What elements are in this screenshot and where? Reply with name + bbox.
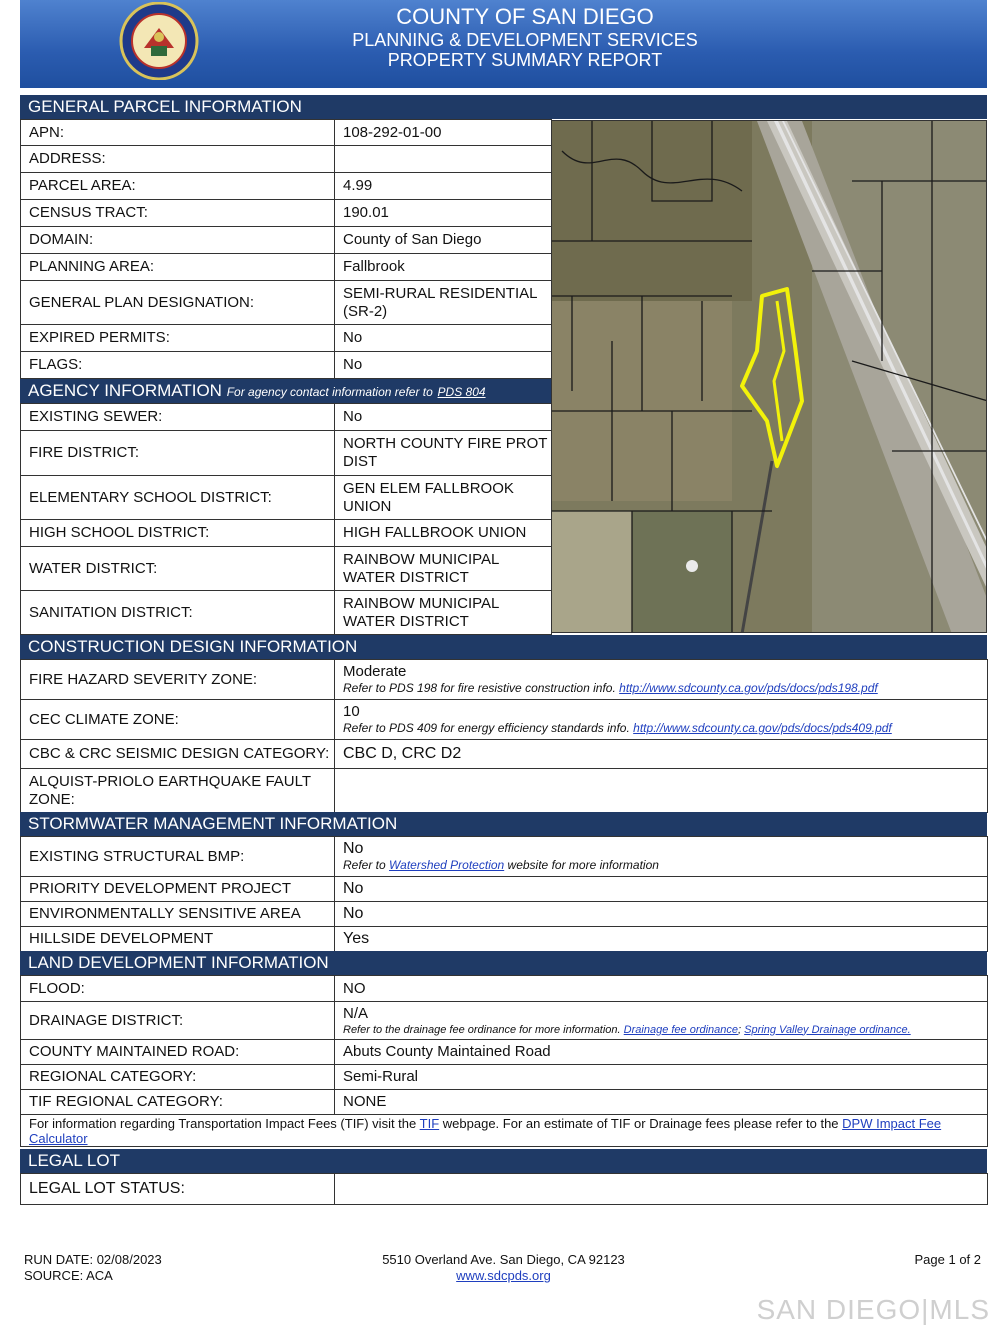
drainage-note: Refer to the drainage fee ordinance for more information. bbox=[343, 1023, 621, 1036]
table-row bbox=[21, 476, 552, 520]
row-value: Semi-Rural bbox=[335, 1065, 988, 1090]
cec-zone-note: Refer to PDS 409 for energy efficiency standards info. bbox=[343, 721, 630, 735]
report-title-county: COUNTY OF SAN DIEGO bbox=[396, 4, 654, 29]
row-label: SANITATION DISTRICT: bbox=[21, 591, 335, 635]
row-label: EXISTING STRUCTURAL BMP: bbox=[21, 837, 335, 877]
row-value: RAINBOW MUNICIPAL WATER DISTRICT bbox=[335, 547, 552, 591]
section-legal-lot bbox=[20, 1149, 987, 1173]
row-label: EXPIRED PERMITS: bbox=[21, 325, 335, 352]
fire-hazard-note: Refer to PDS 198 for fire resistive construction info. bbox=[343, 681, 616, 695]
table-row bbox=[21, 200, 552, 227]
table-row bbox=[21, 902, 988, 927]
report-title-department: PLANNING & DEVELOPMENT SERVICES bbox=[352, 30, 698, 50]
pds409-link[interactable]: http://www.sdcounty.ca.gov/pds/docs/pds409.pdf bbox=[633, 721, 892, 735]
table-row bbox=[21, 740, 988, 769]
row-value: 4.99 bbox=[335, 173, 552, 200]
row-label: LEGAL LOT STATUS: bbox=[21, 1174, 335, 1205]
row-value bbox=[335, 769, 988, 813]
section-construction bbox=[20, 635, 987, 659]
row-label: HIGH SCHOOL DISTRICT: bbox=[21, 520, 335, 547]
construction-table bbox=[20, 659, 988, 813]
spring-valley-drainage-link[interactable]: Spring Valley Drainage ordinance. bbox=[744, 1023, 911, 1036]
row-label: APN: bbox=[21, 120, 335, 146]
table-row bbox=[21, 352, 552, 379]
row-label: DRAINAGE DISTRICT: bbox=[21, 1002, 335, 1040]
tif-link[interactable]: TIF bbox=[419, 1115, 440, 1131]
agency-table bbox=[20, 403, 552, 635]
row-label: FLOOD: bbox=[21, 976, 335, 1002]
row-value: SEMI-RURAL RESIDENTIAL (SR-2) bbox=[335, 281, 552, 325]
row-label: HILLSIDE DEVELOPMENT bbox=[21, 927, 335, 952]
drainage-value: N/A bbox=[343, 1004, 369, 1022]
table-row bbox=[21, 1040, 988, 1065]
table-row bbox=[21, 431, 552, 476]
row-value: No bbox=[335, 877, 988, 902]
table-row bbox=[21, 1115, 988, 1147]
watershed-protection-link[interactable]: Watershed Protection bbox=[389, 858, 505, 872]
cec-zone-value: 10 bbox=[343, 703, 360, 720]
row-label: EXISTING SEWER: bbox=[21, 404, 335, 431]
table-row bbox=[21, 927, 988, 952]
row-value: Fallbrook bbox=[335, 254, 552, 281]
section-title: STORMWATER MANAGEMENT INFORMATION bbox=[28, 814, 398, 833]
table-row bbox=[21, 547, 552, 591]
table-row bbox=[21, 325, 552, 352]
bmp-note-prefix: Refer to bbox=[343, 858, 386, 872]
row-value: County of San Diego bbox=[335, 227, 552, 254]
report-banner bbox=[20, 0, 987, 88]
general-parcel-table bbox=[20, 119, 552, 379]
aerial-map-image bbox=[552, 121, 987, 633]
row-label: ALQUIST-PRIOLO EARTHQUAKE FAULT ZONE: bbox=[21, 769, 335, 813]
mls-watermark: SAN DIEGO|MLS bbox=[756, 1294, 990, 1325]
row-value: No bbox=[335, 404, 552, 431]
table-row bbox=[21, 837, 988, 877]
row-value: No bbox=[335, 902, 988, 927]
legal-lot-table bbox=[20, 1173, 988, 1205]
row-label: TIF REGIONAL CATEGORY: bbox=[21, 1090, 335, 1115]
row-value: CBC D, CRC D2 bbox=[335, 740, 988, 769]
table-row bbox=[21, 520, 552, 547]
row-label: PRIORITY DEVELOPMENT PROJECT bbox=[21, 877, 335, 902]
table-row bbox=[21, 660, 988, 700]
row-label: ADDRESS: bbox=[21, 146, 335, 173]
row-label: FIRE HAZARD SEVERITY ZONE: bbox=[21, 660, 335, 700]
aerial-parcel-map bbox=[551, 120, 987, 633]
table-row: DRAINAGE DISTRICT: N/A Refer to the drainage fee ordinance for more information. Drainage fee ordinance; Spring Valley Drainage ordinance. bbox=[21, 1002, 988, 1040]
footer-address: 5510 Overland Ave. San Diego, CA 92123 bbox=[382, 1252, 625, 1267]
table-row bbox=[21, 1090, 988, 1115]
row-value: NONE bbox=[335, 1090, 988, 1115]
tif-note-prefix: For information regarding Transportation Impact Fees (TIF) visit the bbox=[29, 1115, 417, 1131]
section-title: AGENCY INFORMATION bbox=[28, 381, 222, 400]
page-number: Page 1 of 2 bbox=[914, 1252, 981, 1267]
table-row bbox=[21, 591, 552, 635]
row-value bbox=[335, 146, 552, 173]
table-row bbox=[21, 281, 552, 325]
row-label: FIRE DISTRICT: bbox=[21, 431, 335, 476]
bmp-value: No bbox=[343, 840, 364, 857]
row-value: 108-292-01-00 bbox=[335, 120, 552, 146]
table-row bbox=[21, 877, 988, 902]
row-value: 190.01 bbox=[335, 200, 552, 227]
row-label: CENSUS TRACT: bbox=[21, 200, 335, 227]
table-row bbox=[21, 769, 988, 813]
table-row bbox=[21, 976, 988, 1002]
table-row bbox=[21, 254, 552, 281]
footer-website-link[interactable]: www.sdcpds.org bbox=[456, 1268, 551, 1283]
row-value: NORTH COUNTY FIRE PROT DIST bbox=[335, 431, 552, 476]
report-title-report: PROPERTY SUMMARY REPORT bbox=[387, 50, 663, 70]
row-label: GENERAL PLAN DESIGNATION: bbox=[21, 281, 335, 325]
source: SOURCE: ACA bbox=[24, 1268, 113, 1283]
section-title: LAND DEVELOPMENT INFORMATION bbox=[28, 953, 329, 972]
dpw-impact-fee-calculator-link[interactable]: DPW Impact Fee Calculator bbox=[29, 1115, 942, 1146]
row-value: RAINBOW MUNICIPAL WATER DISTRICT bbox=[335, 591, 552, 635]
section-general-parcel bbox=[20, 95, 987, 119]
row-label: ELEMENTARY SCHOOL DISTRICT: bbox=[21, 476, 335, 520]
table-row bbox=[21, 146, 552, 173]
row-value bbox=[335, 1174, 988, 1205]
run-date: RUN DATE: 02/08/2023 bbox=[24, 1252, 162, 1267]
county-seal-icon bbox=[116, 2, 202, 80]
row-value: No bbox=[335, 325, 552, 352]
pds198-link[interactable]: http://www.sdcounty.ca.gov/pds/docs/pds198.pdf bbox=[619, 681, 878, 695]
section-agency bbox=[20, 379, 551, 404]
table-row bbox=[21, 404, 552, 431]
row-label: WATER DISTRICT: bbox=[21, 547, 335, 591]
table-row bbox=[21, 120, 552, 146]
row-label: CEC CLIMATE ZONE: bbox=[21, 700, 335, 740]
row-label: PARCEL AREA: bbox=[21, 173, 335, 200]
section-title: LEGAL LOT bbox=[28, 1151, 120, 1170]
row-value: No bbox=[335, 352, 552, 379]
row-value: Yes bbox=[335, 927, 988, 952]
row-label: DOMAIN: bbox=[21, 227, 335, 254]
row-label: FLAGS: bbox=[21, 352, 335, 379]
drainage-fee-ordinance-link[interactable]: Drainage fee ordinance bbox=[623, 1023, 739, 1036]
table-row bbox=[21, 227, 552, 254]
section-title: CONSTRUCTION DESIGN INFORMATION bbox=[28, 637, 358, 656]
pds-804-link[interactable]: PDS 804 bbox=[437, 385, 486, 399]
row-label: PLANNING AREA: bbox=[21, 254, 335, 281]
tif-note-middle: webpage. For an estimate of TIF or Drainage fees please refer to the bbox=[442, 1115, 839, 1131]
section-stormwater bbox=[20, 812, 987, 836]
row-value: Abuts County Maintained Road bbox=[335, 1040, 988, 1065]
row-value: GEN ELEM FALLBROOK UNION bbox=[335, 476, 552, 520]
land-development-table bbox=[20, 975, 988, 1147]
table-row bbox=[21, 700, 988, 740]
table-row bbox=[21, 1174, 988, 1205]
section-title: GENERAL PARCEL INFORMATION bbox=[28, 97, 302, 116]
table-row bbox=[21, 1065, 988, 1090]
bmp-note-suffix: website for more information bbox=[507, 858, 659, 872]
row-value: HIGH FALLBROOK UNION bbox=[335, 520, 552, 547]
row-label: CBC & CRC SEISMIC DESIGN CATEGORY: bbox=[21, 740, 335, 769]
table-row bbox=[21, 173, 552, 200]
row-value: NO bbox=[335, 976, 988, 1002]
row-label: COUNTY MAINTAINED ROAD: bbox=[21, 1040, 335, 1065]
row-label: REGIONAL CATEGORY: bbox=[21, 1065, 335, 1090]
fire-hazard-value: Moderate bbox=[343, 663, 407, 680]
agency-note: For agency contact information refer to bbox=[226, 385, 433, 399]
section-land-development bbox=[20, 951, 987, 975]
stormwater-table bbox=[20, 836, 988, 952]
row-label: ENVIRONMENTALLY SENSITIVE AREA bbox=[21, 902, 335, 927]
